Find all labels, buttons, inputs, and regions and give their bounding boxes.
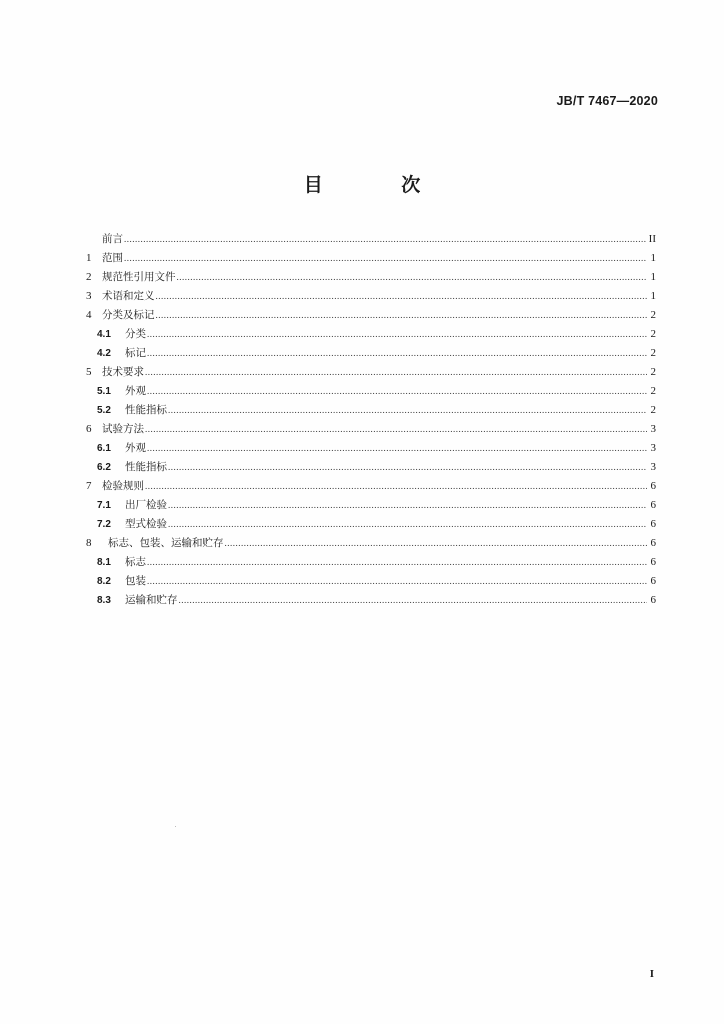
dot-leader (168, 515, 647, 534)
toc-entry-page: 6 (650, 480, 656, 492)
dot-leader (147, 553, 647, 572)
toc-entry-label: 前言 (102, 233, 123, 245)
toc-entry-page: 6 (650, 537, 656, 549)
toc-entry-label: 性能指标 (125, 461, 167, 473)
toc-entry[interactable] (86, 496, 656, 515)
dot-leader (124, 230, 647, 249)
dot-leader (145, 420, 647, 439)
dot-leader (147, 344, 647, 363)
toc-entry-number: 8.3 (97, 595, 111, 606)
toc-entry[interactable] (86, 268, 656, 287)
toc-entry[interactable] (86, 401, 656, 420)
dot-leader (145, 477, 647, 496)
toc-entry-label: 运输和贮存 (125, 594, 178, 606)
toc-entry-number: 5.1 (97, 386, 111, 397)
toc-entry-label: 出厂检验 (125, 499, 167, 511)
toc-entry-page: 3 (650, 461, 656, 473)
toc-entry[interactable] (86, 420, 656, 439)
toc-entry[interactable] (86, 534, 656, 553)
toc-entry[interactable] (86, 325, 656, 344)
toc-entry-page: 2 (650, 309, 656, 321)
toc-entry-number: 5.2 (97, 405, 111, 416)
toc-entry-number: 4.1 (97, 329, 111, 340)
toc-entry-label: 标志、包装、运输和贮存 (108, 537, 224, 549)
toc-entry-page: 2 (650, 404, 656, 416)
toc-entry-number: 2 (86, 271, 92, 283)
dot-leader (168, 401, 647, 420)
toc-entry-number: 7.2 (97, 519, 111, 530)
dot-leader (168, 496, 647, 515)
dot-leader (179, 591, 648, 610)
toc-entry-page: 2 (650, 385, 656, 397)
toc-entry-number: 6.1 (97, 443, 111, 454)
toc-entry-number: 7.1 (97, 500, 111, 511)
toc-entry[interactable] (86, 230, 656, 249)
toc-entry[interactable] (86, 306, 656, 325)
toc-title: 目 次 (303, 174, 457, 196)
toc-entry-label: 术语和定义 (102, 290, 155, 302)
dot-leader (145, 363, 647, 382)
dot-leader (147, 439, 647, 458)
toc-entry-number: 5 (86, 366, 92, 378)
table-of-contents (86, 230, 656, 610)
toc-entry-number: 8 (86, 537, 92, 549)
toc-entry-number: 1 (86, 252, 92, 264)
toc-entry[interactable] (86, 553, 656, 572)
toc-entry-page: 2 (650, 328, 656, 340)
dot-leader (124, 249, 647, 268)
toc-entry-number: 6.2 (97, 462, 111, 473)
page-number: I (649, 968, 654, 980)
toc-entry[interactable] (86, 572, 656, 591)
dot-leader (177, 268, 648, 287)
toc-entry-number: 7 (86, 480, 92, 492)
toc-entry-page: 1 (650, 252, 656, 264)
toc-entry-label: 性能指标 (125, 404, 167, 416)
toc-entry-page: 6 (650, 575, 656, 587)
toc-entry-number: 6 (86, 423, 92, 435)
toc-entry[interactable] (86, 439, 656, 458)
toc-entry-page: 6 (650, 594, 656, 606)
dot-leader (168, 458, 647, 477)
toc-entry-page: 2 (650, 366, 656, 378)
toc-entry-page: 1 (650, 290, 656, 302)
toc-entry-label: 外观 (125, 385, 146, 397)
toc-entry-label: 型式检验 (125, 518, 167, 530)
toc-entry[interactable] (86, 363, 656, 382)
toc-entry-label: 检验规则 (102, 480, 144, 492)
toc-entry-label: 标记 (125, 347, 146, 359)
toc-entry-page: 6 (650, 556, 656, 568)
dot-leader (225, 534, 648, 553)
toc-entry[interactable] (86, 515, 656, 534)
toc-entry-number: 4.2 (97, 348, 111, 359)
toc-entry-label: 标志 (125, 556, 146, 568)
toc-entry-label: 包装 (125, 575, 146, 587)
toc-entry-label: 试验方法 (102, 423, 144, 435)
toc-entry-page: 1 (650, 271, 656, 283)
toc-entry-page: 3 (650, 423, 656, 435)
toc-entry-number: 4 (86, 309, 92, 321)
toc-entry[interactable] (86, 458, 656, 477)
toc-entry-page: 2 (650, 347, 656, 359)
toc-entry-label: 分类及标记 (102, 309, 155, 321)
dot-leader (147, 382, 647, 401)
toc-entry-number: 8.1 (97, 557, 111, 568)
toc-entry-page: 6 (650, 518, 656, 530)
dot-leader (156, 306, 648, 325)
toc-entry-label: 规范性引用文件 (102, 271, 176, 283)
toc-entry-page: 6 (650, 499, 656, 511)
toc-entry[interactable] (86, 382, 656, 401)
toc-entry-page: II (648, 233, 656, 245)
scan-speck (175, 826, 176, 827)
toc-entry[interactable] (86, 344, 656, 363)
toc-entry-page: 3 (650, 442, 656, 454)
toc-entry-label: 技术要求 (102, 366, 144, 378)
toc-entry-label: 分类 (125, 328, 146, 340)
dot-leader (156, 287, 648, 306)
toc-entry-number: 8.2 (97, 576, 111, 587)
toc-entry-label: 范围 (102, 252, 123, 264)
toc-entry[interactable] (86, 477, 656, 496)
dot-leader (147, 325, 647, 344)
standard-code: JB/T 7467—2020 (556, 94, 658, 108)
toc-entry[interactable] (86, 249, 656, 268)
toc-entry-number: 3 (86, 290, 92, 302)
dot-leader (147, 572, 647, 591)
toc-entry[interactable] (86, 287, 656, 306)
toc-entry-label: 外观 (125, 442, 146, 454)
toc-entry[interactable] (86, 591, 656, 610)
